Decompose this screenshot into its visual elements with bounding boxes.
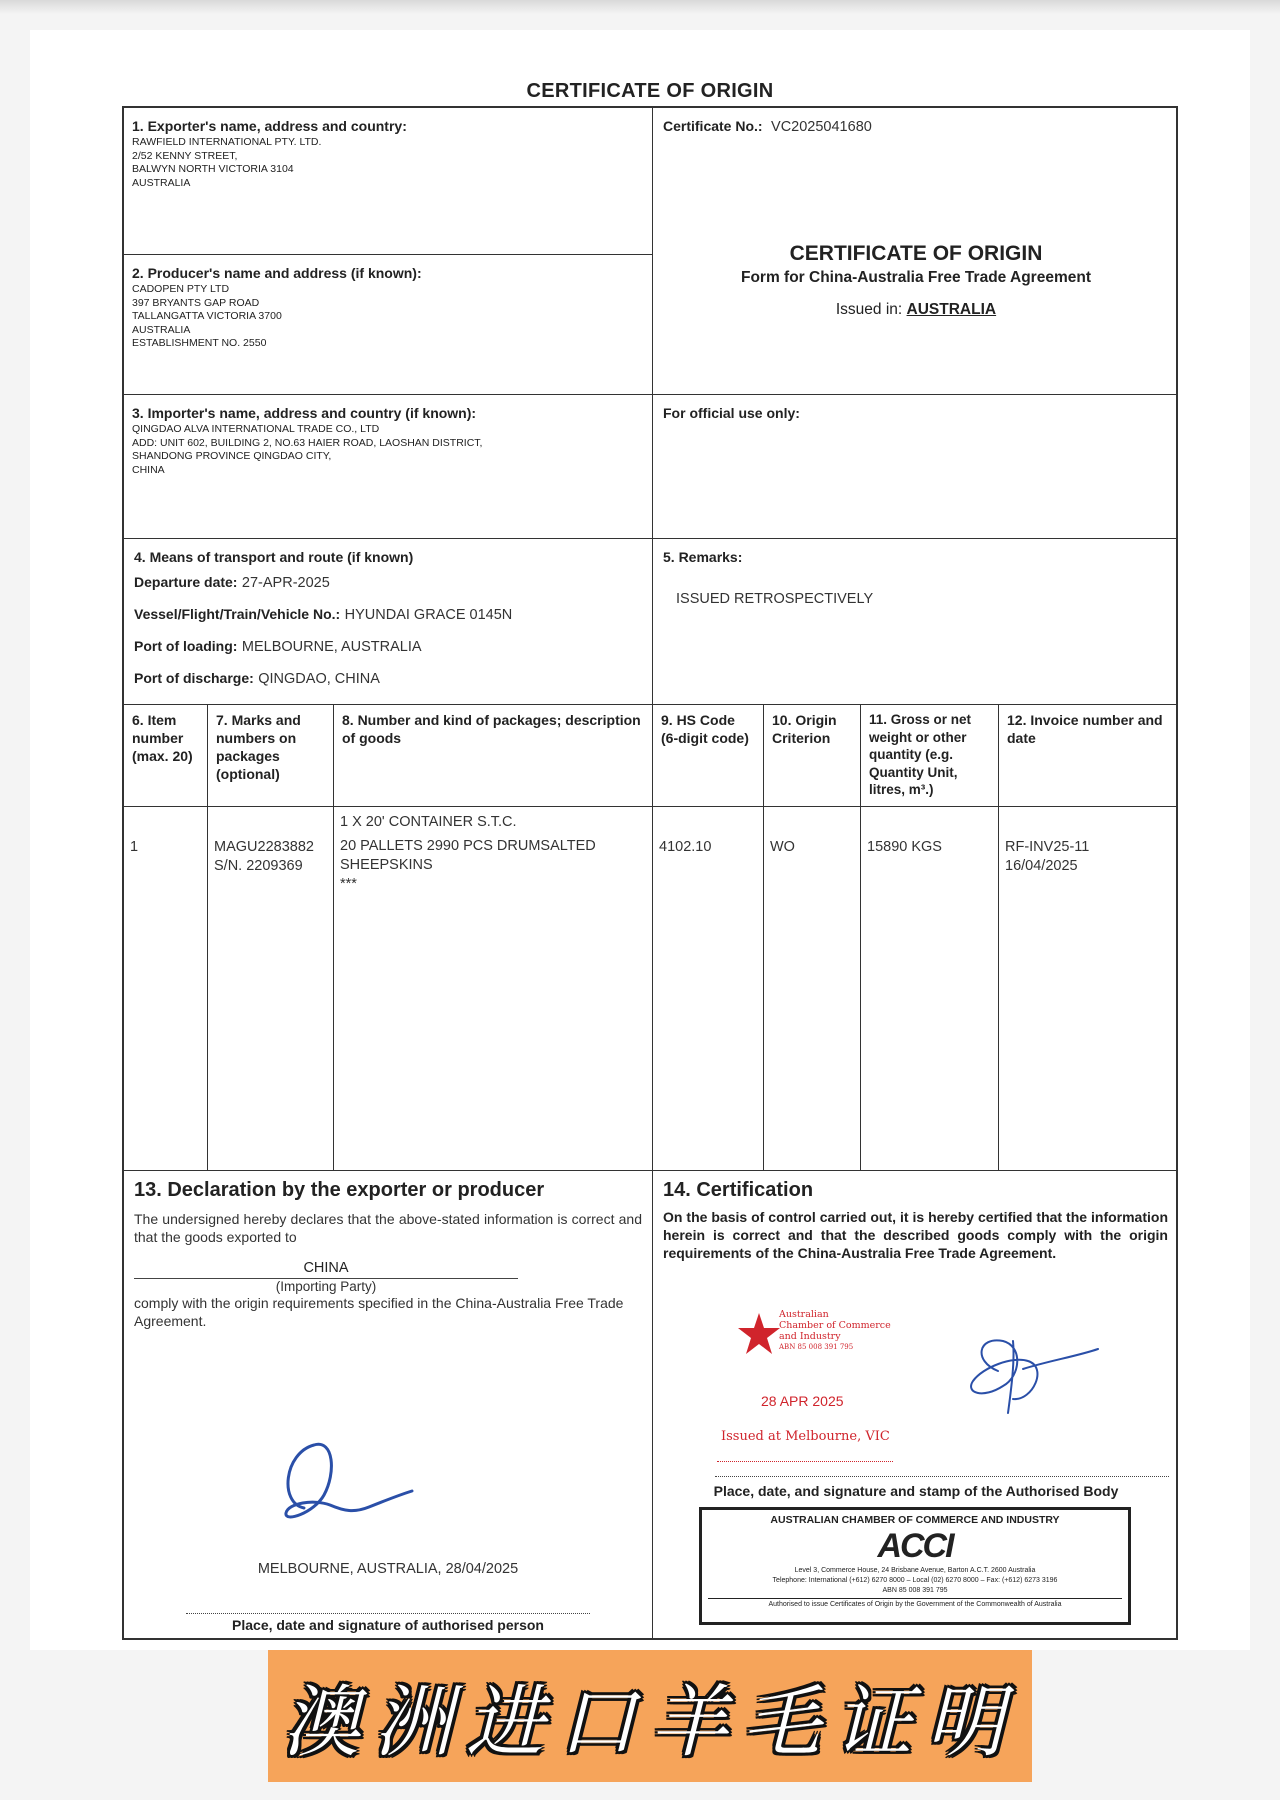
document-title: CERTIFICATE OF ORIGIN [526, 80, 774, 102]
declaration-text-2: comply with the origin requirements specified in the China-Australia Free Trade Agreement. [134, 1295, 624, 1329]
invoice-header: 12. Invoice number and date [998, 704, 1178, 806]
marks-header: 7. Marks and numbers on packages (optional) [207, 704, 333, 806]
address-line: TALLANGATTA VICTORIA 3700 [132, 310, 282, 322]
chamber-star-icon [736, 1311, 782, 1357]
origin-criterion-header: 10. Origin Criterion [763, 704, 860, 806]
address-line: 397 BRYANTS GAP ROAD [132, 296, 260, 309]
departure-label: Departure date: [134, 574, 238, 590]
importer-label: 3. Importer's name, address and country (if known): [132, 405, 477, 421]
remarks-label: 5. Remarks: [663, 549, 743, 565]
weight-header: 11. Gross or net weight or other quantity (e.g. Quantity Unit, litres, m³.) [860, 704, 998, 806]
address-line: 2/52 KENNY STREET, [132, 149, 238, 162]
certificate-heading: CERTIFICATE OF ORIGIN [789, 242, 1043, 265]
declaration-text: The undersigned hereby declares that the above-stated information is correct and that the goods exported to [134, 1211, 642, 1245]
address-line: CADOPEN PTY LTD [132, 283, 230, 295]
address-line: SHANDONG PROVINCE QINGDAO CITY, [132, 450, 332, 462]
certificate-subheading: Form for China-Australia Free Trade Agreement [741, 269, 1091, 286]
loading-label: Port of loading: [134, 638, 238, 654]
top-shadow [0, 0, 1280, 14]
acci-authorised: Authorised to issue Certificates of Origin by the Government of the Commonwealth of Australia [708, 1598, 1122, 1610]
marks-line: S/N. 2209369 [214, 858, 303, 874]
certificate-no-value: VC2025041680 [771, 119, 872, 135]
certifier-signature [953, 1321, 1103, 1421]
declaration-title: 13. Declaration by the exporter or producer [134, 1179, 545, 1201]
stamp-org-line: and Industry [779, 1331, 841, 1342]
description-line: 20 PALLETS 2990 PCS DRUMSALTED SHEEPSKINS [340, 838, 596, 873]
producer-address [132, 283, 644, 351]
description-line: *** [340, 876, 357, 892]
importer-address [132, 423, 644, 477]
description-header: 8. Number and kind of packages; description of goods [333, 704, 652, 806]
exporter-signature [274, 1433, 414, 1533]
chamber-stamp [779, 1309, 891, 1353]
invoice-date: 16/04/2025 [1005, 858, 1078, 874]
issued-in-label: Issued in: [835, 301, 903, 318]
exporter-box [124, 108, 652, 254]
stamp-abn: ABN 85 008 391 795 [779, 1343, 854, 1351]
address-line: AUSTRALIA [132, 176, 191, 189]
caption-text: 澳洲进口羊毛证明 [281, 1678, 1018, 1768]
transport-box [124, 538, 652, 704]
transport-label: 4. Means of transport and route (if known) [134, 549, 414, 565]
description-cell [333, 806, 652, 1170]
hs-code-cell: 4102.10 [652, 806, 763, 1170]
vessel-value: HYUNDAI GRACE 0145N [344, 607, 513, 623]
declaration-place-date: MELBOURNE, AUSTRALIA, 28/04/2025 [257, 1561, 519, 1577]
weight-cell: 15890 KGS [860, 806, 998, 1170]
declaration-signature-label: Place, date and signature of authorised person [232, 1617, 544, 1633]
item-number-cell: 1 [124, 806, 207, 1170]
importing-party-label: (Importing Party) [275, 1279, 377, 1294]
description-line: 1 X 20' CONTAINER S.T.C. [340, 814, 517, 830]
importing-country: CHINA [134, 1260, 518, 1279]
stamp-org-line: Chamber of Commerce [779, 1320, 891, 1331]
certificate-header-box [652, 108, 1178, 394]
producer-box [124, 254, 652, 394]
remarks-box [652, 538, 1178, 704]
address-line: AUSTRALIA [132, 323, 191, 336]
acci-logo: ACCI [877, 1527, 953, 1565]
stamp-date: 28 APR 2025 [761, 1393, 844, 1409]
address-line: ADD: UNIT 602, BUILDING 2, NO.63 HAIER ROAD, LAOSHAN DISTRICT, [132, 436, 483, 449]
remarks-value: ISSUED RETROSPECTIVELY [676, 591, 874, 607]
origin-criterion-cell: WO [763, 806, 860, 1170]
certificate-no-label: Certificate No.: [663, 118, 763, 134]
discharge-label: Port of discharge: [134, 670, 254, 686]
discharge-value: QINGDAO, CHINA [258, 671, 380, 687]
vessel-label: Vessel/Flight/Train/Vehicle No.: [134, 606, 341, 622]
official-use-label: For official use only: [663, 405, 800, 421]
invoice-cell [998, 806, 1178, 1170]
issued-in-value: AUSTRALIA [906, 301, 997, 318]
acci-stamp [699, 1507, 1131, 1625]
acci-address: Level 3, Commerce House, 24 Brisbane Avenue, Barton A.C.T. 2600 Australia [794, 1567, 1036, 1574]
invoice-number: RF-INV25-11 [1005, 839, 1090, 855]
item-number-header: 6. Item number (max. 20) [124, 704, 207, 806]
hs-code-header: 9. HS Code (6-digit code) [652, 704, 763, 806]
exporter-address [132, 136, 644, 190]
certification-text: On the basis of control carried out, it is hereby certified that the information herein is correct and that the described goods comply with the origin requirements of the China-Australia Free Trade Agreement. [663, 1209, 1168, 1261]
marks-cell [207, 806, 333, 1170]
address-line: QINGDAO ALVA INTERNATIONAL TRADE CO., LTD [132, 423, 380, 435]
stamp-issued-at: Issued at Melbourne, VIC [721, 1429, 890, 1444]
exporter-label: 1. Exporter's name, address and country: [132, 118, 407, 134]
address-line: CHINA [132, 463, 165, 476]
importer-box [124, 394, 652, 538]
acci-title: AUSTRALIAN CHAMBER OF COMMERCE AND INDUSTRY [770, 1514, 1060, 1526]
certification-signature-label: Place, date, and signature and stamp of the Authorised Body [713, 1483, 1119, 1499]
certification-box [652, 1170, 1178, 1640]
address-line: BALWYN NORTH VICTORIA 3104 [132, 163, 294, 175]
certification-title: 14. Certification [663, 1179, 814, 1201]
acci-phone: Telephone: International (+612) 6270 8000 – Local (02) 6270 8000 – Fax: (+612) 6273 3196 [772, 1577, 1058, 1584]
declaration-box [124, 1170, 652, 1640]
departure-value: 27-APR-2025 [241, 575, 330, 591]
stamp-org-line: Australian [779, 1309, 829, 1320]
certificate-form [122, 106, 1178, 1640]
acci-abn: ABN 85 008 391 795 [882, 1587, 948, 1594]
address-line: ESTABLISHMENT NO. 2550 [132, 337, 267, 349]
loading-value: MELBOURNE, AUSTRALIA [241, 639, 422, 655]
caption-banner [268, 1650, 1032, 1782]
marks-line: MAGU2283882 [214, 839, 314, 855]
producer-label: 2. Producer's name and address (if known): [132, 265, 422, 281]
official-use-box [652, 394, 1178, 538]
address-line: RAWFIELD INTERNATIONAL PTY. LTD. [132, 136, 322, 148]
